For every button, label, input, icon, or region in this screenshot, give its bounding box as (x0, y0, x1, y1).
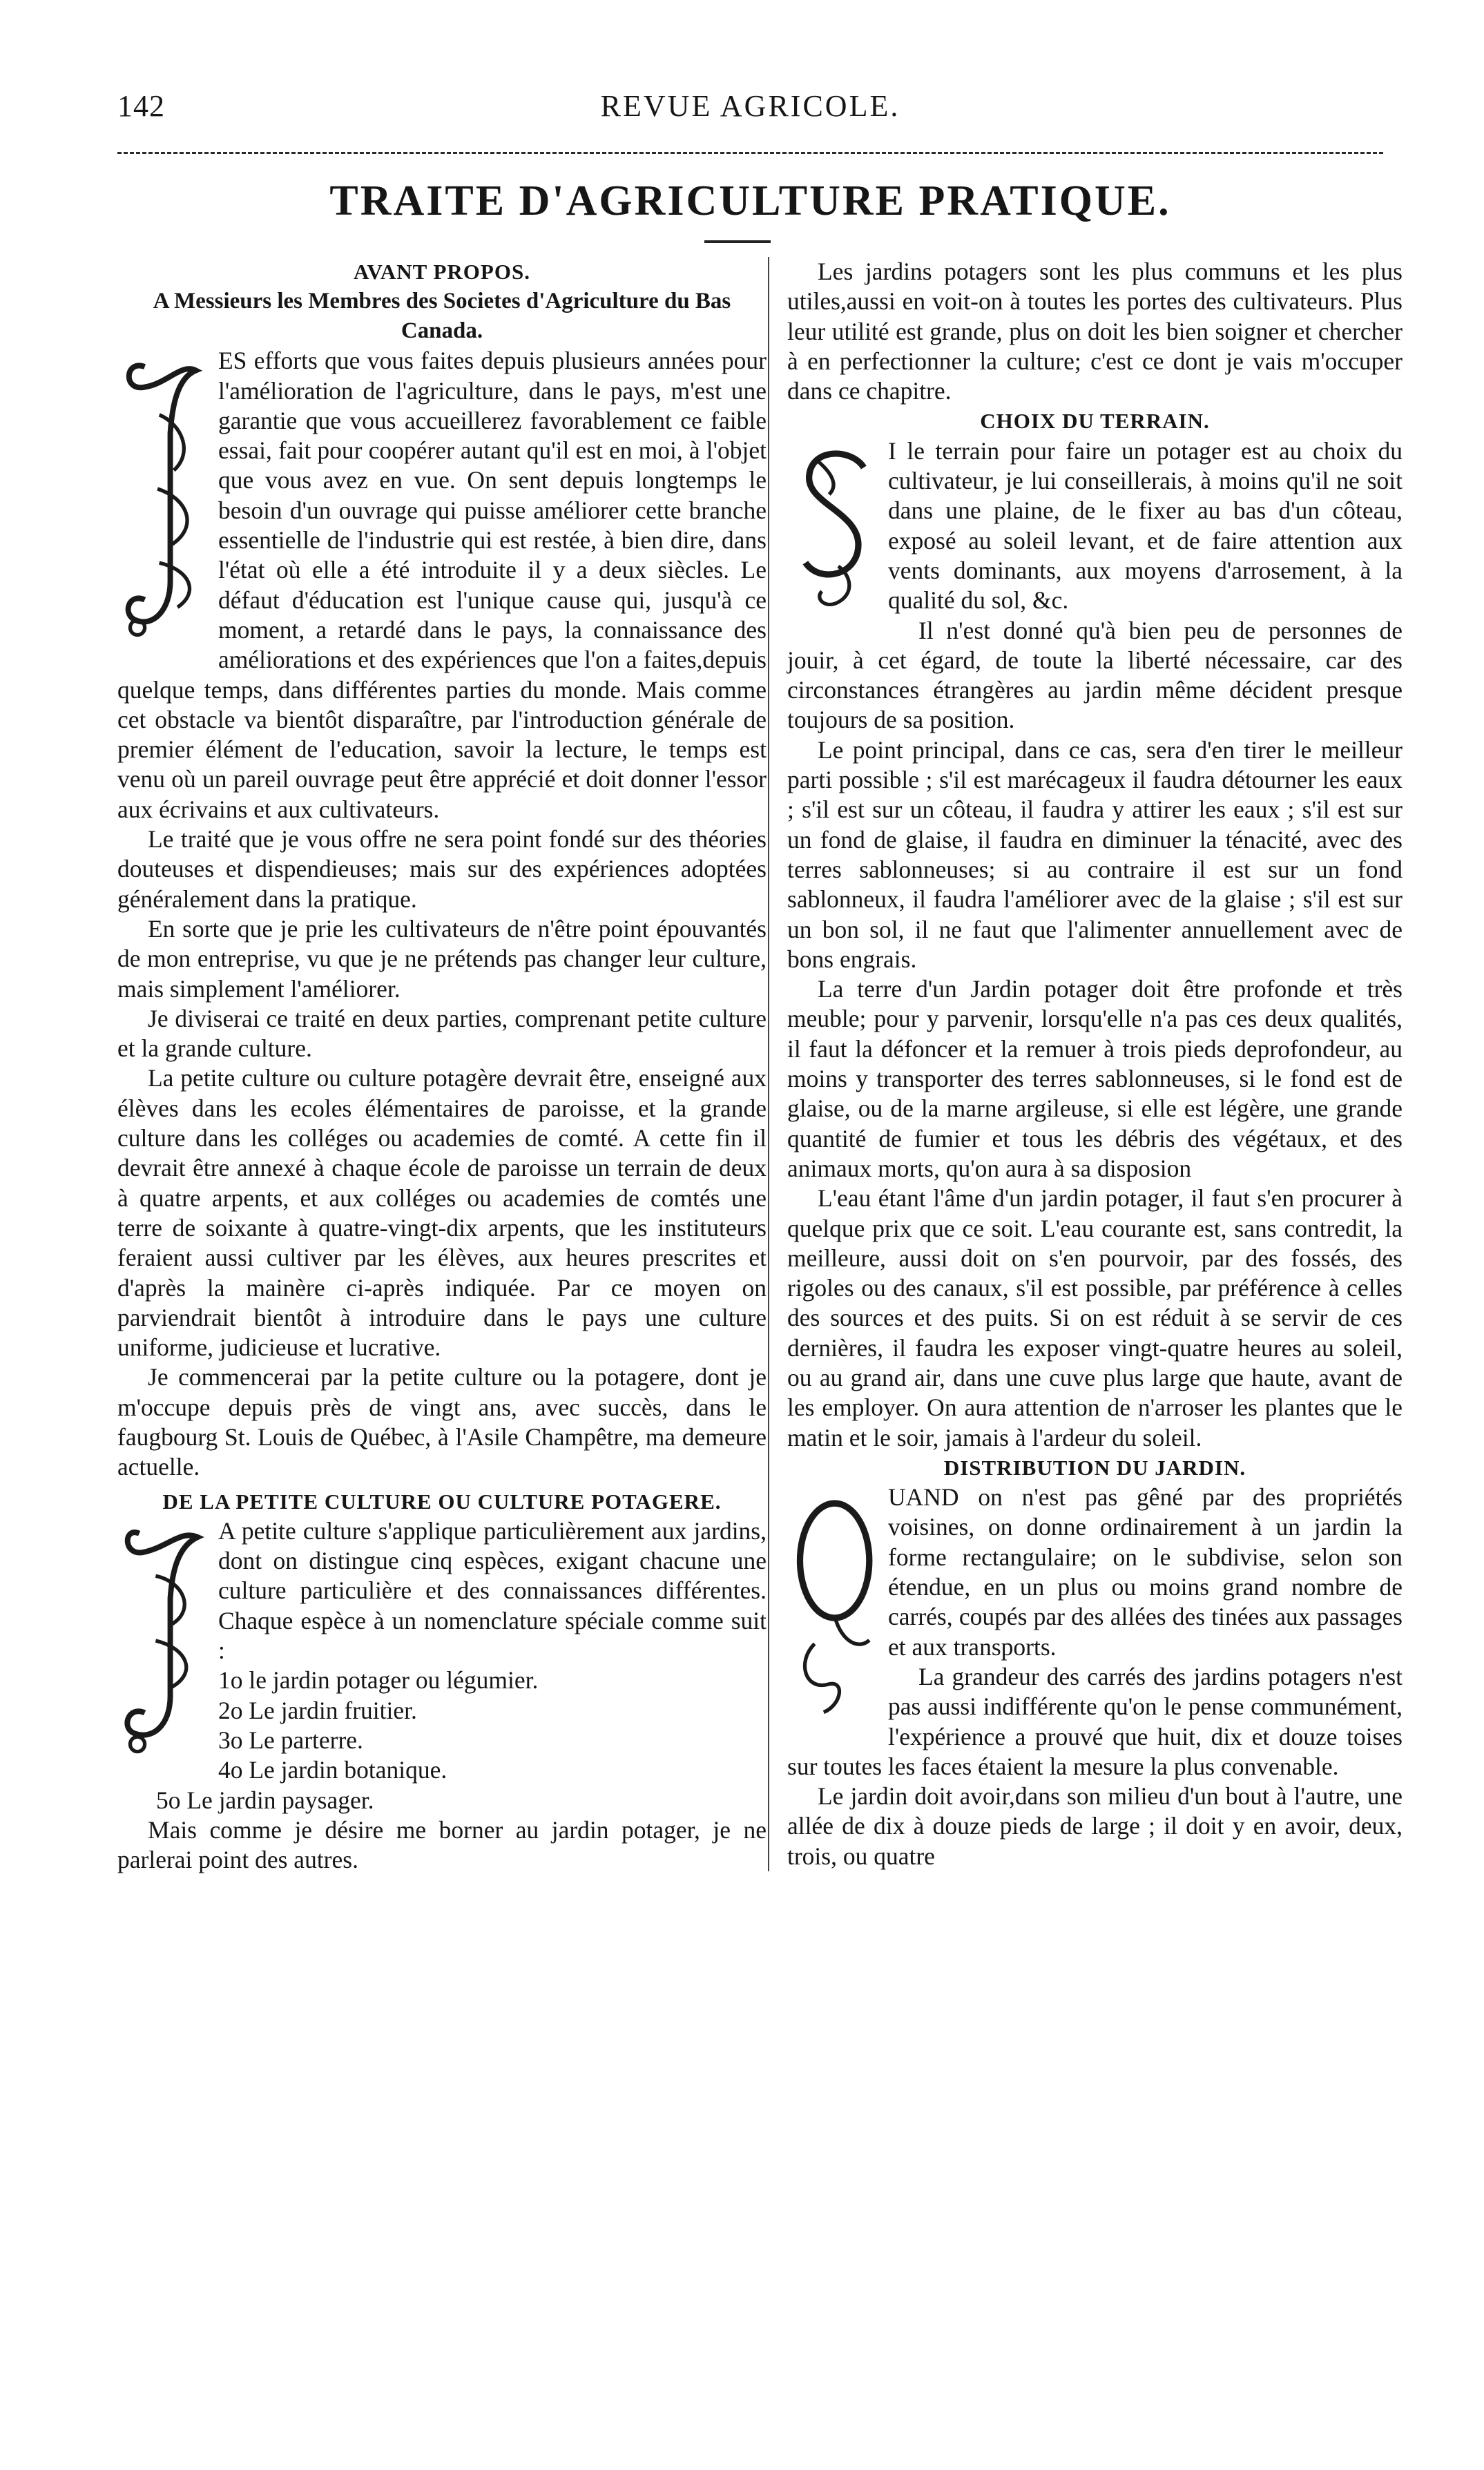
list-item: 2o Le jardin fruitier. (218, 1696, 417, 1724)
choix-paragraph-3: Le point principal, dans ce cas, sera d'en tirer le meilleur parti possible ; s'il est marécageux il faudra détourner les eaux ; s'il est sur un côteau, il faudra y attirer les eaux ; s'il est sur un fond de glaise, il faudra en diminuer la ténacité, avec des terres sablonneuses; si au contraire il est sur un fond sablonneux, il faudra l'améliorer avec de la glaise ; s'il est sur un bon sol, il ne faut que l'alimenter annuellement avec de bons engrais. (787, 735, 1403, 973)
avant-propos-paragraph-5: La petite culture ou culture potagère devrait être, enseigné aux élèves dans les ecoles élémentaires de paroisse, et la grande culture dans les colléges ou academies de comté. A cette fin il devrait être annexé à chaque école de paroisse un terrain de deux à quatre arpents, et aux colléges ou academies de comtés une terre de soixante à quatre-vingt-dix arpents, que les instituteurs feraient aussi cultiver par les élèves, aux heures prescrites et d'après la mainère ci-après indiquée. Par ce moyen on parviendrait bientôt à introduire dans le pays une culture uniforme, judicieuse et lucrative. (117, 1064, 767, 1362)
choix-paragraph-5: L'eau étant l'âme d'un jardin potager, il faut s'en procurer à quelque prix que ce soit. L'eau courante est, sans contredit, la meilleure, aussi doit on s'en pourvoir, par des fossés, des rigoles ou des canaux, s'il est possible, par préférence à celles des sources et des puits. Si on est réduit à se servir de ces dernières, il faudra les exposer vingt-quatre heures au soleil, ou au grand air, dans une cuve plus large que haute, avant de les employer. On aura attention de n'arroser les plantes que le matin et le soir, jamais à l'ardeur du soleil. (787, 1184, 1403, 1451)
header-rule (117, 152, 1383, 154)
list-item: 1o le jardin potager ou légumier. (218, 1666, 539, 1695)
title-rule (704, 240, 771, 243)
choix-paragraph-4: La terre d'un Jardin potager doit être profonde et très meuble; pour y parvenir, lorsqu'elle n'a pas ces deux qualités, il faut la défoncer et la remuer à trois pieds deprofondeur, au moins y transporter des terres sablonneuses, si le fond est de glaise, ou de la marne argileuse, si elle est légère, une grande quantité de fumier et tous les débris des végétaux, et des animaux morts, qu'on aura à sa disposion (787, 975, 1403, 1182)
list-item: 5o Le jardin paysager. (156, 1786, 374, 1814)
petite-culture-paragraph-2: Mais comme je désire me borner au jardin potager, je ne parlerai point des autres. (117, 1815, 767, 1874)
ornamental-initial-q (787, 1487, 878, 1727)
left-column (117, 257, 767, 1875)
petite-culture-heading: DE LA PETITE CULTURE OU CULTURE POTAGERE. (162, 1489, 722, 1514)
intro-paragraph: Les jardins potagers sont les plus communs et les plus utiles,aussi en voit-on à toutes les portes des cultivateurs. Plus leur utilité est grande, plus on doit les bien soigner et chercher à en perfectionner la culture; c'est ce dont je vais m'occuper dans ce chapitre. (787, 258, 1403, 405)
right-column (768, 257, 1403, 1871)
choix-paragraph-1: I le terrain pour faire un potager est au choix du cultivateur, je lui conseillerais, à moins qu'il ne soit dans une plaine, de le fixer au bas d'un côteau, exposé au soleil levant, et de faire attention aux vents dominants, aux moyens d'arrosement, à la qualité du sol, &c. (888, 436, 1403, 615)
ornamental-initial-l (117, 350, 209, 655)
distribution-paragraph-2: La grandeur des carrés des jardins potagers n'est pas aussi indifférente qu'on le pense communément, l'expérience a prouvé que huit, dix et douze toises sur toutes les faces étaient la mesure la plus convenable. (787, 1662, 1403, 1780)
avant-propos-paragraph-2: Le traité que je vous offre ne sera point fondé sur des théories douteuses et dispendieuses; mais sur des expériences adoptées généralement dans la pratique. (117, 825, 767, 913)
distribution-paragraph-1: UAND on n'est pas gêné par des propriétés voisines, on donne ordinairement à un jardin la forme rectangulaire; on le subdivise, selon son étendue, en un plus ou moins grand nombre de carrés, coupés par des allées des tinées aux passages et aux transports. (888, 1483, 1403, 1661)
list-item: 3o Le parterre. (218, 1726, 363, 1754)
ornamental-initial-s (787, 441, 878, 620)
list-item: 4o Le jardin botanique. (218, 1756, 447, 1784)
journal-title: REVUE AGRICOLE. (600, 89, 900, 123)
avant-propos-paragraph-4: Je diviserai ce traité en deux parties, comprenant petite culture et la grande culture. (117, 1004, 767, 1063)
choix-heading: CHOIX DU TERRAIN. (980, 409, 1210, 434)
running-header (117, 88, 1383, 131)
avant-propos-heading: AVANT PROPOS. (354, 260, 530, 284)
distribution-paragraph-3: Le jardin doit avoir,dans son milieu d'un bout à l'autre, une allée de dix à douze pieds de large ; il doit y en avoir, deux, trois, ou quatre (787, 1782, 1403, 1870)
page-number: 142 (117, 89, 165, 123)
choix-paragraph-2: Il n'est donné qu'à bien peu de personnes de jouir, à cet égard, de toute la liberté nécessaire, car des circonstances étrangères au jardin même décident presque toujours de sa position. (787, 616, 1403, 734)
distribution-heading: DISTRIBUTION DU JARDIN. (943, 1455, 1246, 1480)
dedication: A Messieurs les Membres des Societes d'Agriculture du Bas Canada. (153, 289, 731, 344)
main-title: TRAITE D'AGRICULTURE PRATIQUE. (329, 177, 1171, 224)
avant-propos-paragraph-6: Je commencerai par la petite culture ou la potagere, dont je m'occupe depuis près de vingt ans, avec succès, dans le faugbourg St. Louis de Québec, à l'Asile Champêtre, ma demeure actuelle. (117, 1363, 767, 1481)
avant-propos-paragraph-1: ES efforts que vous faites depuis plusieurs années pour l'amélioration de l'agriculture, dans le pays, m'est une garantie que vous accueillerez favorablement ce faible essai, fait pour coopérer autant qu'il est en moi, à l'objet que vous avez en vue. On sent depuis longtemps le besoin d'un ouvrage qui puisse améliorer cette branche essentielle de l'industrie qui est restée, à bien dire, dans l'état où elle a été introduite il y a deux siècles. Le défaut d'éducation est l'unique cause qui, jusqu'à ce moment, a retardé dans le pays, la connaissance des améliorations et des expériences que l'on a faites,depuis quelque temps, dans différentes parties du monde. Mais comme cet obstacle va bientôt disparaître, par l'introduction générale de premier élément de l'education, savoir la lecture, le temps est venu où un pareil ouvrage peut être apprécié et doit donner l'essor aux écrivains et aux cultivateurs. (117, 347, 767, 823)
avant-propos-paragraph-3: En sorte que je prie les cultivateurs de n'être point épouvantés de mon entreprise, vu que je ne prétends pas changer leur culture, mais simplement l'améliorer. (117, 914, 767, 1003)
ornamental-initial-l-2 (117, 1521, 209, 1761)
petite-culture-paragraph-1: A petite culture s'applique particulièrement aux jardins, dont on distingue cinq espèces, exigant chacune une culture particulière et des connaissances différentes. Chaque espèce à un nomenclature spéciale comme suit : (218, 1516, 767, 1665)
garden-kinds-list (117, 1666, 767, 1815)
